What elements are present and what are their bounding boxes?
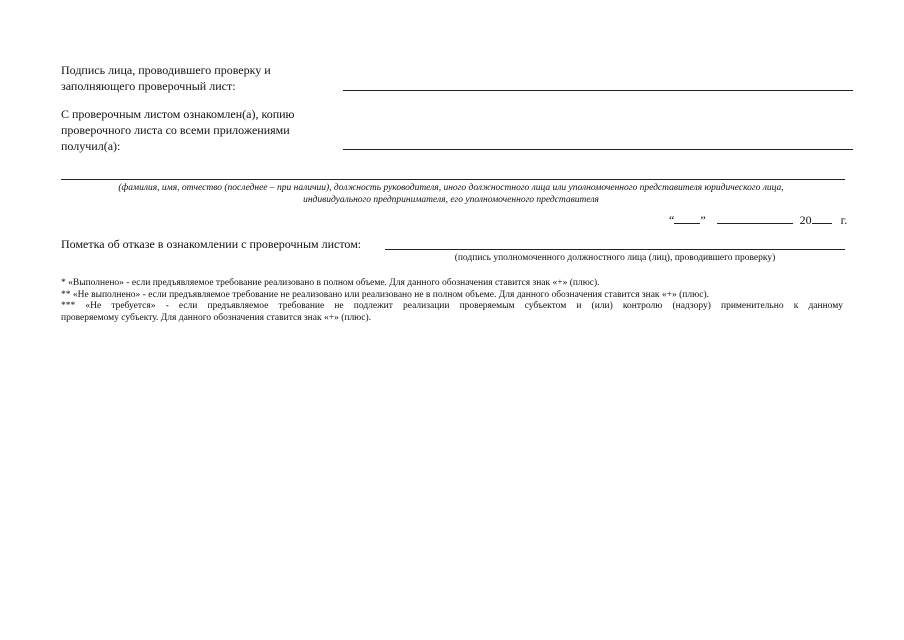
person-name-caption-line-2: индивидуального предпринимателя, его уполномоченного представителя (303, 195, 599, 205)
acknowledgement-label (61, 106, 295, 154)
date-year-prefix: 20 (799, 213, 812, 227)
date-row (669, 212, 847, 228)
footnote-3-line-1: *** «Не требуется» - если предъявляемое требование не подлежит реализации проверяемым субъектом и (или) контролю (надзору) применительно к данному (61, 301, 843, 311)
date-open-quote: “ (669, 213, 675, 227)
inspector-signature-label-line-1: Подпись лица, проводившего проверку и (61, 63, 271, 77)
acknowledgement-label-line-1: С проверочным листом ознакомлен(а), копию (61, 107, 295, 121)
date-year-blank[interactable] (812, 212, 832, 224)
acknowledgement-label-line-3: получил(а): (61, 139, 121, 153)
acknowledgement-label-line-2: проверочного листа со всеми приложениями (61, 123, 290, 137)
footnote-2: ** «Не выполнено» - если предъявляемое требование не реализовано или реализовано не в полном объеме. Для данного обозначения ставится знак «+» (плюс). (61, 289, 709, 300)
date-month-blank[interactable] (717, 212, 793, 224)
person-name-caption-line-1: (фамилия, имя, отчество (последнее – при наличии), должность руководителя, иного должностного лица или уполномоченного представителя юридического лица, (118, 183, 784, 193)
person-name-line[interactable] (61, 179, 845, 180)
refusal-signature-line[interactable] (385, 249, 845, 250)
acknowledgement-signature-line[interactable] (343, 149, 853, 150)
date-close-quote: ” (700, 213, 706, 227)
footnotes (61, 278, 843, 324)
date-year-suffix: г. (840, 213, 848, 227)
inspector-signature-label (61, 62, 271, 94)
inspector-signature-line[interactable] (343, 90, 853, 91)
inspector-signature-label-line-2: заполняющего проверочный лист: (61, 79, 236, 93)
person-name-caption (40, 182, 862, 206)
date-day-blank[interactable] (674, 212, 700, 224)
footnote-3-line-2: проверяемому субъекту. Для данного обозначения ставится знак «+» (плюс). (61, 312, 372, 323)
footnote-1: * «Выполнено» - если предъявляемое требование реализовано в полном объеме. Для данного обозначения ставится знак «+» (плюс). (61, 278, 600, 288)
refusal-caption: (подпись уполномоченного должностного лица (лиц), проводившего проверку) (454, 253, 776, 263)
refusal-label: Пометка об отказе в ознакомлении с проверочным листом: (61, 237, 362, 251)
